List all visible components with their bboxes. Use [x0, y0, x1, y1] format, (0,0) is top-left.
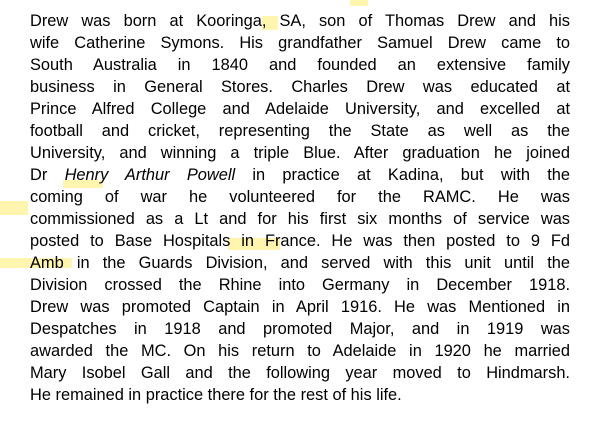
text-line: coming of war he volunteered for the RAMC. He was	[30, 188, 570, 206]
text-line: wife Catherine Symons. His grandfather Samuel Drew came to	[30, 34, 570, 52]
highlight-mark	[350, 0, 368, 6]
text-line: Drew was born at Kooringa, SA, son of Thomas Drew and his	[30, 12, 570, 30]
text-line: commissioned as a Lt and for his first six months of service was	[30, 210, 570, 228]
highlight-mark	[0, 201, 28, 215]
person-name: Henry Arthur Powell	[64, 166, 236, 184]
text-line: Prince Alfred College and Adelaide University, and excelled at	[30, 100, 570, 118]
text-line: awarded the MC. On his return to Adelaide in 1920 he married	[30, 342, 570, 360]
text-line: He remained in practice there for the rest of his life.	[30, 386, 402, 404]
text-line: Despatches in 1918 and promoted Major, and in 1919 was	[30, 320, 570, 338]
text-line: South Australia in 1840 and founded an extensive family	[30, 56, 570, 74]
text-line: Drew was promoted Captain in April 1916. He was Mentioned in	[30, 298, 570, 316]
text-line: Amb in the Guards Division, and served with this unit until the	[30, 254, 570, 272]
text-line: University, and winning a triple Blue. After graduation he joined	[30, 144, 570, 162]
text-line: football and cricket, representing the State as well as the	[30, 122, 570, 140]
text-line: posted to Base Hospitals in France. He was then posted to 9 Fd	[30, 232, 570, 250]
text-line: Mary Isobel Gall and the following year moved to Hindmarsh.	[30, 364, 570, 382]
text-line: Dr Henry Arthur Powell in practice at Kadina, but with the	[30, 166, 571, 184]
text-line: business in General Stores. Charles Drew was educated at	[30, 78, 570, 96]
biography-paragraph	[30, 10, 570, 406]
text-line: Division crossed the Rhine into Germany in December 1918.	[30, 276, 570, 294]
